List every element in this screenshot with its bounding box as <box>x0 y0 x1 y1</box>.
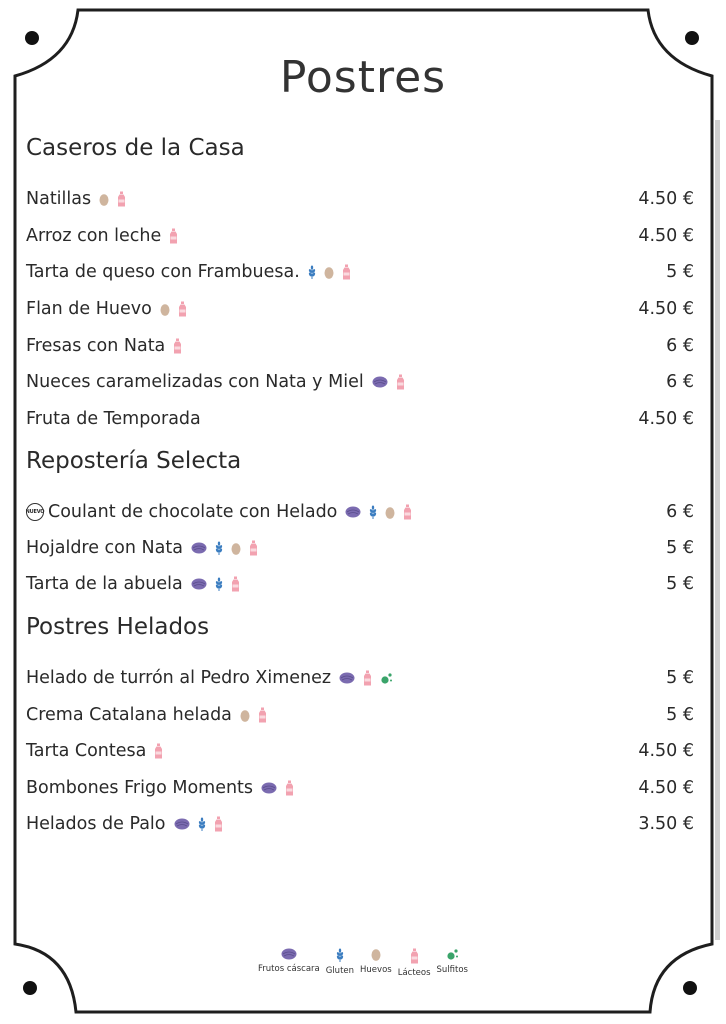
milk-icon <box>285 780 294 796</box>
egg-icon <box>371 948 381 961</box>
menu-item <box>26 296 694 322</box>
milk-icon <box>173 338 182 354</box>
section-title-reposteria: Repostería Selecta <box>26 448 242 474</box>
item-price: 6 € <box>666 372 694 392</box>
nut-icon <box>339 672 355 684</box>
milk-icon <box>258 707 267 723</box>
menu-item <box>26 535 694 561</box>
item-price: 5 € <box>666 574 694 594</box>
gluten-icon <box>215 541 223 555</box>
nut-icon <box>281 948 297 960</box>
item-name: Tarta Contesa <box>26 741 147 761</box>
sulfite-icon <box>446 948 459 961</box>
item-price: 3.50 € <box>638 814 694 834</box>
egg-icon <box>160 303 170 316</box>
item-name: Fresas con Nata <box>26 336 166 356</box>
sulfite-icon <box>380 672 393 685</box>
section-title-helados: Postres Helados <box>26 614 210 640</box>
item-name: Helado de turrón al Pedro Ximenez <box>26 668 332 688</box>
item-price: 4.50 € <box>638 778 694 798</box>
menu-item <box>26 223 694 249</box>
item-price: 4.50 € <box>638 226 694 246</box>
nut-icon <box>345 506 361 518</box>
menu-item <box>26 333 694 359</box>
section-title-caseros: Caseros de la Casa <box>26 135 245 161</box>
item-price: 5 € <box>666 262 694 282</box>
item-price: 5 € <box>666 538 694 558</box>
item-price: 5 € <box>666 668 694 688</box>
allergen-legend <box>0 948 726 978</box>
nut-icon <box>174 818 190 830</box>
egg-icon <box>99 193 109 206</box>
item-name: Arroz con leche <box>26 226 162 246</box>
milk-icon <box>117 191 126 207</box>
menu-item <box>26 259 694 285</box>
egg-icon <box>240 709 250 722</box>
frame-shadow <box>715 120 720 940</box>
item-name: Helados de Palo <box>26 814 166 834</box>
gluten-icon <box>215 577 223 591</box>
milk-icon <box>403 504 412 520</box>
legend-item-sulfites <box>436 948 469 978</box>
gluten-icon <box>369 505 377 519</box>
item-name: Natillas <box>26 189 92 209</box>
menu-item <box>26 369 694 395</box>
menu-item <box>26 406 694 432</box>
milk-icon <box>410 948 419 964</box>
item-name: Hojaldre con Nata <box>26 538 183 558</box>
milk-icon <box>396 374 405 390</box>
item-name: Nueces caramelizadas con Nata y Miel <box>26 372 364 392</box>
egg-icon <box>385 506 395 519</box>
menu-item <box>26 186 694 212</box>
milk-icon <box>154 743 163 759</box>
egg-icon <box>231 542 241 555</box>
menu-item <box>26 811 694 837</box>
milk-icon <box>249 540 258 556</box>
legend-label: Lácteos <box>397 968 431 978</box>
new-badge: NUEVO <box>26 503 44 521</box>
legend-item-nuts <box>257 948 321 978</box>
egg-icon <box>324 266 334 279</box>
item-name: Crema Catalana helada <box>26 705 232 725</box>
item-name: Tarta de la abuela <box>26 574 183 594</box>
milk-icon <box>214 816 223 832</box>
menu-item <box>26 738 694 764</box>
item-price: 4.50 € <box>638 299 694 319</box>
gluten-icon <box>308 265 316 279</box>
item-price: 5 € <box>666 705 694 725</box>
gluten-icon <box>336 948 344 962</box>
nut-icon <box>191 578 207 590</box>
item-name: Fruta de Temporada <box>26 409 201 429</box>
item-price: 6 € <box>666 336 694 356</box>
item-name: Bombones Frigo Moments <box>26 778 254 798</box>
milk-icon <box>178 301 187 317</box>
milk-icon <box>363 670 372 686</box>
legend-label: Huevos <box>360 965 392 975</box>
legend-label: Sulfitos <box>436 965 468 975</box>
page-title: Postres <box>279 52 447 103</box>
item-price: 4.50 € <box>638 409 694 429</box>
menu-item <box>26 665 694 691</box>
legend-item-gluten <box>325 948 355 978</box>
milk-icon <box>342 264 351 280</box>
legend-item-eggs <box>359 948 393 978</box>
menu-item <box>26 775 694 801</box>
item-name: Tarta de queso con Frambuesa. <box>26 262 300 282</box>
nut-icon <box>191 542 207 554</box>
legend-label: Gluten <box>325 966 355 976</box>
milk-icon <box>169 228 178 244</box>
item-price: 4.50 € <box>638 741 694 761</box>
menu-item <box>26 499 694 525</box>
nut-icon <box>372 376 388 388</box>
milk-icon <box>231 576 240 592</box>
legend-label: Frutos cáscara <box>258 964 320 974</box>
legend-item-dairy <box>397 948 432 978</box>
item-price: 4.50 € <box>638 189 694 209</box>
menu-item <box>26 571 694 597</box>
item-price: 6 € <box>666 502 694 522</box>
item-name: Coulant de chocolate con Helado <box>48 502 338 522</box>
menu-item <box>26 702 694 728</box>
nut-icon <box>261 782 277 794</box>
item-name: Flan de Huevo <box>26 299 152 319</box>
gluten-icon <box>198 817 206 831</box>
